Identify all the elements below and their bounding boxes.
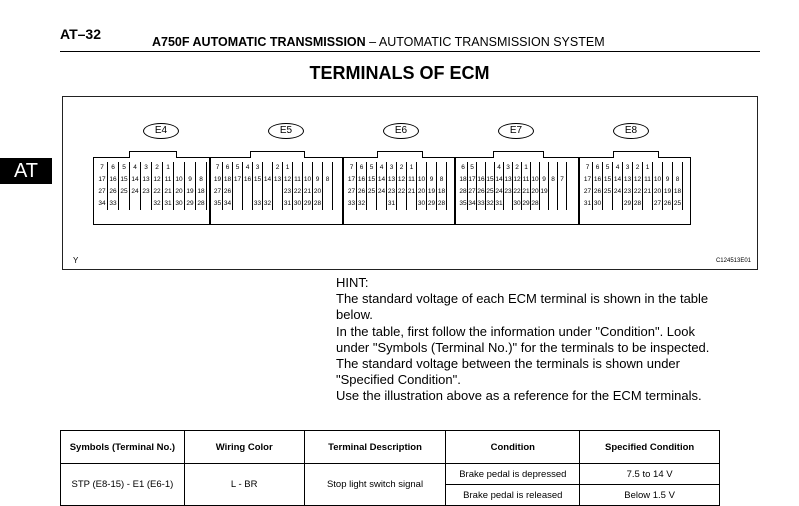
connector-pin: 17 — [583, 174, 593, 186]
connector-pin: 31 — [283, 198, 293, 210]
connector-pin: 14 — [263, 174, 273, 186]
connector-pin: 22 — [152, 186, 163, 198]
connector-pin — [531, 162, 540, 174]
terminal-table — [60, 430, 720, 506]
connector-pin — [397, 198, 407, 210]
connector-pin — [377, 198, 387, 210]
connector-pin: 5 — [233, 162, 243, 174]
connector-pin: 2 — [513, 162, 522, 174]
connector-pin: 25 — [367, 186, 377, 198]
col-header-spec: Specified Condition — [580, 431, 720, 464]
connector-pin: 30 — [293, 198, 303, 210]
connector-pin-grid — [347, 162, 447, 210]
connector-pin: 27 — [583, 186, 593, 198]
connector-pin — [540, 162, 549, 174]
figure-corner-letter: Y — [73, 256, 79, 265]
connector-pin: 23 — [623, 186, 633, 198]
connector-pin: 24 — [495, 186, 504, 198]
connector-pin — [540, 198, 549, 210]
connector-pin: 4 — [243, 162, 253, 174]
connector-pin: 11 — [293, 174, 303, 186]
side-tab: AT — [0, 158, 52, 184]
connector-pin: 26 — [357, 186, 367, 198]
connector-pin: 18 — [459, 174, 468, 186]
connector-pin: 14 — [130, 174, 141, 186]
header-separator: – — [365, 35, 379, 49]
connector-pin — [549, 186, 558, 198]
connector-pin — [367, 198, 377, 210]
connector-pin: 22 — [293, 186, 303, 198]
cell-condition: Brake pedal is released — [446, 485, 580, 506]
table-header-row — [61, 431, 720, 464]
connector-pin: 8 — [673, 174, 683, 186]
connector-pin: 3 — [253, 162, 263, 174]
connector-pin: 29 — [303, 198, 313, 210]
connector-pin: 9 — [540, 174, 549, 186]
connector-pin: 10 — [417, 174, 427, 186]
connector-pin: 16 — [477, 174, 486, 186]
connector-pin: 16 — [108, 174, 119, 186]
connector-pin: 34 — [223, 198, 233, 210]
connector-pin: 6 — [357, 162, 367, 174]
connector-pin: 20 — [531, 186, 540, 198]
connector-pin: 3 — [387, 162, 397, 174]
ecm-connector-figure — [62, 96, 758, 270]
connector-pin — [549, 162, 558, 174]
connector-pin: 1 — [283, 162, 293, 174]
connector-pin — [119, 198, 130, 210]
connector-pin: 28 — [633, 198, 643, 210]
connector-pin: 28 — [459, 186, 468, 198]
connector-label: E6 — [383, 123, 419, 139]
connector-pin: 2 — [397, 162, 407, 174]
connector-pin: 9 — [663, 174, 673, 186]
connector-pin — [273, 186, 283, 198]
connector-pin — [185, 162, 196, 174]
col-header-symbols: Symbols (Terminal No.) — [61, 431, 185, 464]
connector-pin: 7 — [347, 162, 357, 174]
connector-label: E8 — [613, 123, 649, 139]
connector-pin: 23 — [504, 186, 513, 198]
connector-pin — [643, 198, 653, 210]
connector-pin: 9 — [313, 174, 323, 186]
connector-pin: 6 — [459, 162, 468, 174]
connector-pin: 6 — [223, 162, 233, 174]
connector-pin: 26 — [593, 186, 603, 198]
connector-pin — [293, 162, 303, 174]
connector-pin: 15 — [486, 174, 495, 186]
connector-pin: 22 — [513, 186, 522, 198]
connector-pin: 10 — [174, 174, 185, 186]
connector-pin: 7 — [97, 162, 108, 174]
connector-pin — [673, 162, 683, 174]
col-header-wiring: Wiring Color — [184, 431, 304, 464]
connector-pin: 22 — [633, 186, 643, 198]
connector-pin: 5 — [367, 162, 377, 174]
connector-pin: 21 — [407, 186, 417, 198]
connector-pin — [263, 186, 273, 198]
connector-pin: 12 — [513, 174, 522, 186]
connector-pin: 23 — [141, 186, 152, 198]
cell-wiring: L - BR — [184, 464, 304, 506]
connector-pin: 12 — [152, 174, 163, 186]
connector-pin: 33 — [253, 198, 263, 210]
connector-pin: 27 — [653, 198, 663, 210]
connector-pin: 6 — [593, 162, 603, 174]
connector-pin: 24 — [130, 186, 141, 198]
connector-pin — [437, 162, 447, 174]
connector-pin: 1 — [163, 162, 174, 174]
connector-pin: 19 — [427, 186, 437, 198]
connector-pin: 26 — [477, 186, 486, 198]
header-rule — [60, 51, 760, 52]
connector-body — [343, 157, 455, 225]
connector-pin: 8 — [437, 174, 447, 186]
connector-pin: 13 — [623, 174, 633, 186]
connector-pin: 1 — [407, 162, 417, 174]
connector-pin: 24 — [613, 186, 623, 198]
connector-pin: 7 — [583, 162, 593, 174]
connector-pin: 3 — [623, 162, 633, 174]
connector-pin: 27 — [97, 186, 108, 198]
connector-pin: 18 — [437, 186, 447, 198]
header-system: AUTOMATIC TRANSMISSION SYSTEM — [378, 35, 605, 49]
connector-pin: 28 — [313, 198, 323, 210]
connector-latch — [377, 151, 423, 158]
connector-pin: 3 — [141, 162, 152, 174]
connector-pin: 4 — [377, 162, 387, 174]
cell-description: Stop light switch signal — [304, 464, 446, 506]
connector-pin: 30 — [174, 198, 185, 210]
section-title: TERMINALS OF ECM — [309, 63, 490, 83]
connector-pin: 35 — [459, 198, 468, 210]
connector-pin: 7 — [558, 174, 567, 186]
connector-pin: 29 — [185, 198, 196, 210]
connector-pin: 13 — [273, 174, 283, 186]
connector-pin: 8 — [323, 174, 333, 186]
connector-pin — [427, 162, 437, 174]
hint-title: HINT: — [336, 275, 369, 290]
connector-pin: 17 — [347, 174, 357, 186]
connector-pin: 5 — [468, 162, 477, 174]
connector-pin: 11 — [522, 174, 531, 186]
connector-pin: 8 — [549, 174, 558, 186]
connector-pin: 2 — [633, 162, 643, 174]
connector-pin: 21 — [163, 186, 174, 198]
connector-label: E5 — [268, 123, 304, 139]
connector-pin: 9 — [185, 174, 196, 186]
connector-pin — [273, 198, 283, 210]
connector-pin — [477, 162, 486, 174]
connector-pin: 2 — [273, 162, 283, 174]
connector-pin: 21 — [303, 186, 313, 198]
connector-pin: 18 — [223, 174, 233, 186]
connector-pin: 27 — [468, 186, 477, 198]
connector-pin: 29 — [623, 198, 633, 210]
connector-pin — [233, 198, 243, 210]
connector-pin: 25 — [119, 186, 130, 198]
connector-pin: 6 — [108, 162, 119, 174]
connector-pin: 18 — [196, 186, 207, 198]
connector-pin — [243, 186, 253, 198]
connector-pin — [663, 162, 673, 174]
page-number: AT–32 — [60, 26, 101, 42]
connector-pin: 34 — [97, 198, 108, 210]
connector-pin: 34 — [468, 198, 477, 210]
connector-pin — [653, 162, 663, 174]
header-model: A750F AUTOMATIC TRANSMISSION — [152, 35, 366, 49]
connector-pin — [313, 162, 323, 174]
connector-pin: 1 — [643, 162, 653, 174]
connector-pin: 29 — [427, 198, 437, 210]
connector-pin: 21 — [643, 186, 653, 198]
connector-pin — [253, 186, 263, 198]
connector-pin — [263, 162, 273, 174]
connector-pin: 15 — [603, 174, 613, 186]
connector-pin: 10 — [303, 174, 313, 186]
connector-pin: 31 — [387, 198, 397, 210]
connector-pin: 17 — [233, 174, 243, 186]
connector-pin: 26 — [108, 186, 119, 198]
connector-pin: 27 — [347, 186, 357, 198]
connector-pin: 18 — [673, 186, 683, 198]
connector-pin: 9 — [427, 174, 437, 186]
connector-pin: 16 — [593, 174, 603, 186]
connector-pin: 10 — [653, 174, 663, 186]
connector-pin: 33 — [108, 198, 119, 210]
connector-pin: 16 — [243, 174, 253, 186]
connector-pin — [407, 198, 417, 210]
connector-pin: 30 — [513, 198, 522, 210]
connector-pin — [613, 198, 623, 210]
connector-pin: 20 — [313, 186, 323, 198]
connector-pin: 20 — [653, 186, 663, 198]
connector-pin — [130, 198, 141, 210]
connector-pin: 28 — [531, 198, 540, 210]
connector-pin: 15 — [119, 174, 130, 186]
connector-pin: 12 — [283, 174, 293, 186]
connector-pin: 7 — [213, 162, 223, 174]
connector-pin: 23 — [283, 186, 293, 198]
connector-pin: 30 — [593, 198, 603, 210]
connector-pin: 24 — [377, 186, 387, 198]
connector-latch — [493, 151, 544, 158]
connector-pin: 21 — [522, 186, 531, 198]
connector-body — [579, 157, 691, 225]
connector-pin: 4 — [130, 162, 141, 174]
connector-pin — [233, 186, 243, 198]
connector-pin: 2 — [152, 162, 163, 174]
connector-pin: 19 — [540, 186, 549, 198]
connector-pin — [603, 198, 613, 210]
connector-pin — [323, 198, 333, 210]
connector-pin: 13 — [141, 174, 152, 186]
hint-line: Use the illustration above as a reference for the ECM terminals. — [336, 388, 702, 404]
connector-label: E7 — [498, 123, 534, 139]
table-row — [61, 464, 720, 485]
connector-pin: 5 — [603, 162, 613, 174]
col-header-description: Terminal Description — [304, 431, 446, 464]
connector-pin: 15 — [367, 174, 377, 186]
connector-body — [93, 157, 211, 225]
connector-pin: 10 — [531, 174, 540, 186]
connector-pin: 1 — [522, 162, 531, 174]
connector-pin: 4 — [495, 162, 504, 174]
connector-pin: 12 — [397, 174, 407, 186]
connector-pin: 20 — [417, 186, 427, 198]
connector-pin: 19 — [663, 186, 673, 198]
connector-body — [455, 157, 579, 225]
page-header — [152, 35, 605, 49]
connector-pin: 29 — [522, 198, 531, 210]
connector-pin — [558, 162, 567, 174]
connector-pin: 15 — [253, 174, 263, 186]
connector-pin: 28 — [196, 198, 207, 210]
connector-pin — [558, 186, 567, 198]
connector-pin: 32 — [486, 198, 495, 210]
connector-pin: 14 — [613, 174, 623, 186]
connector-pin — [303, 162, 313, 174]
connector-latch — [613, 151, 659, 158]
connector-pin: 30 — [417, 198, 427, 210]
connector-pin-grid — [97, 162, 207, 210]
connector-pin — [174, 162, 185, 174]
hint-line: The standard voltage of each ECM terminal is shown in the table below. — [336, 291, 709, 323]
connector-pin — [558, 198, 567, 210]
connector-pin: 26 — [223, 186, 233, 198]
connector-pin: 32 — [263, 198, 273, 210]
connector-pin: 31 — [583, 198, 593, 210]
connector-pin: 32 — [152, 198, 163, 210]
connector-pin: 25 — [486, 186, 495, 198]
connector-pin: 17 — [97, 174, 108, 186]
connector-pin-grid — [459, 162, 567, 210]
connector-pin: 23 — [387, 186, 397, 198]
connector-pin: 19 — [185, 186, 196, 198]
connector-pin: 16 — [357, 174, 367, 186]
cell-spec: 7.5 to 14 V — [580, 464, 720, 485]
connector-body — [209, 157, 343, 225]
connector-pin: 19 — [213, 174, 223, 186]
connector-latch — [129, 151, 177, 158]
connector-pin — [243, 198, 253, 210]
connector-pin: 25 — [603, 186, 613, 198]
cell-spec: Below 1.5 V — [580, 485, 720, 506]
connector-pin: 22 — [397, 186, 407, 198]
connector-pin: 14 — [495, 174, 504, 186]
connector-pin: 26 — [663, 198, 673, 210]
connector-pin: 11 — [407, 174, 417, 186]
hint-block — [336, 275, 726, 405]
connector-pin: 17 — [468, 174, 477, 186]
connector-pin: 32 — [357, 198, 367, 210]
connector-pin: 31 — [163, 198, 174, 210]
connector-pin: 8 — [196, 174, 207, 186]
connector-pin: 12 — [633, 174, 643, 186]
cell-condition: Brake pedal is depressed — [446, 464, 580, 485]
connector-pin: 25 — [673, 198, 683, 210]
connector-pin: 20 — [174, 186, 185, 198]
connector-pin — [504, 198, 513, 210]
connector-pin-grid — [583, 162, 683, 210]
connector-pin: 28 — [437, 198, 447, 210]
connector-latch — [250, 151, 305, 158]
connector-pin: 35 — [213, 198, 223, 210]
connector-pin: 27 — [213, 186, 223, 198]
connector-pin: 11 — [163, 174, 174, 186]
connector-pin: 5 — [119, 162, 130, 174]
connector-pin: 31 — [495, 198, 504, 210]
connector-pin — [323, 186, 333, 198]
connector-pin — [549, 198, 558, 210]
connector-pin: 14 — [377, 174, 387, 186]
connector-pin — [486, 162, 495, 174]
connector-pin: 4 — [613, 162, 623, 174]
connector-pin: 13 — [504, 174, 513, 186]
col-header-condition: Condition — [446, 431, 580, 464]
connector-pin: 3 — [504, 162, 513, 174]
connector-label: E4 — [143, 123, 179, 139]
cell-symbols: STP (E8-15) - E1 (E6-1) — [61, 464, 185, 506]
connector-pin — [417, 162, 427, 174]
connector-pin: 11 — [643, 174, 653, 186]
connector-pin-grid — [213, 162, 333, 210]
connector-pin: 13 — [387, 174, 397, 186]
hint-line: In the table, first follow the information under "Condition". Look under "Symbols (Terminal No.)" for the terminals to be inspected. The standard voltage between the terminals is shown under "Specified Condition". — [336, 323, 710, 388]
figure-code: C124513E01 — [715, 258, 751, 264]
connector-pin — [196, 162, 207, 174]
connector-pin: 33 — [477, 198, 486, 210]
connector-pin — [141, 198, 152, 210]
connector-pin — [323, 162, 333, 174]
connector-pin: 33 — [347, 198, 357, 210]
